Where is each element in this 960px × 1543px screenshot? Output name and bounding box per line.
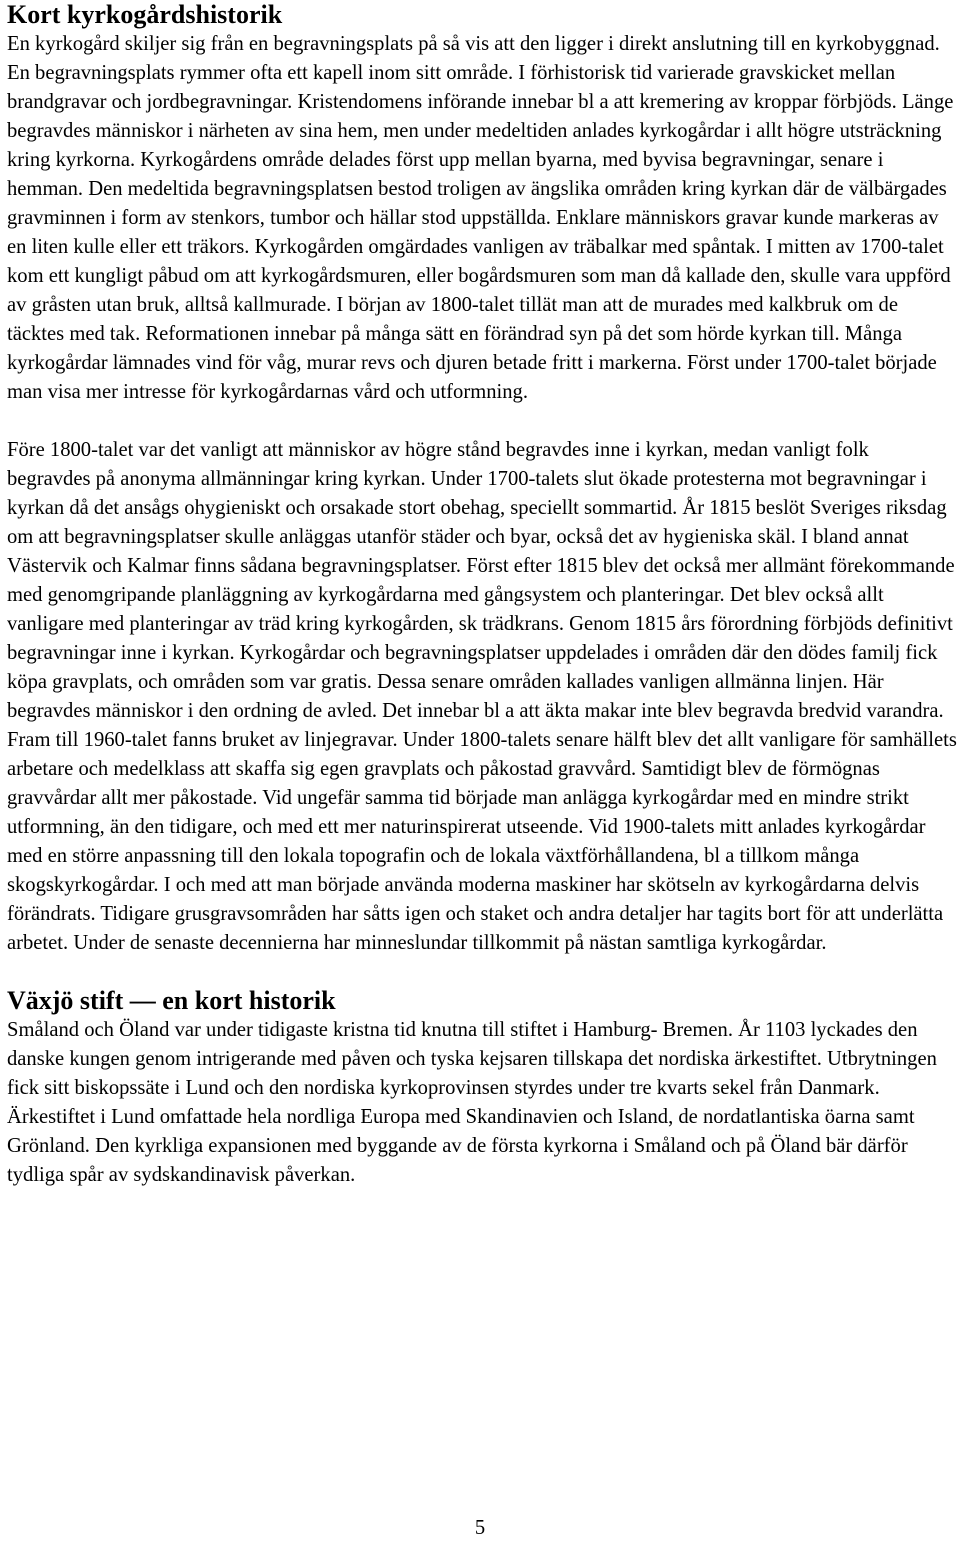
- paragraph-vaxjo-stift-historik: Småland och Öland var under tidigaste kristna tid knutna till stiftet i Hamburg- Bremen. År 1103 lyckades den danske kungen genom intrigerande med påven och tyska kejsaren tillskapa det nordiska ärkestiftet. Utbrytningen fick sitt biskopssäte i Lund och den nordiska kyrkoprovinsen styrdes under tre kvarts sekel från Danmark. Ärkestiftet i Lund omfattade hela nordliga Europa med Skandinavien och Island, de nordatlantiska öarna samt Grönland. Den kyrkliga expansionen med byggande av de första kyrkorna i Småland och på Öland bär därför tydliga spår av sydskandinavisk påverkan.: [7, 1019, 937, 1186]
- document-page: [7, 0, 957, 1190]
- section-heading-kyrkogardshistorik: Kort kyrkogårdshistorik: [7, 0, 283, 29]
- paragraph-kyrkogard-definition: En kyrkogård skiljer sig från en begravningsplats på så vis att den ligger i direkt anslutning till en kyrkobyggnad. En begravningsplats rymmer ofta ett kapell inom sitt område. I förhistorisk tid varierade gravskicket mellan brandgravar och jordbegravningar. Kristendomens införande innebar bl a att kremering av kroppar förbjöds. Länge begravdes människor i närheten av sina hem, men under medeltiden anlades kyrkogårdar i allt högre utsträckning kring kyrkorna. Kyrkogårdens område delades först upp mellan byarna, med byvisa begravningar, senare i hemman. Den medeltida begravningsplatsen bestod troligen av ängslika områden kring kyrkan där de välbärgades gravminnen i form av stenkors, tumbor och hällar stod uppställda. Enklare människors gravar kunde markeras av en liten kulle eller ett träkors. Kyrkogården omgärdades vanligen av träbalkar med spåntak. I mitten av 1700-talet kom ett kungligt påbud om att kyrkogårdsmuren, eller bogårdsmuren som man då kallade den, skulle vara uppförd av gråsten utan bruk, alltså kallmurade. I början av 1800-talet tillät man att de murades med kalkbruk om de täcktes med tak. Reformationen innebar på många sätt en förändrad syn på det som hörde kyrkan till. Många kyrkogårdar lämnades vind för våg, murar revs och djuren betade fritt i markerna. Först under 1700-talet började man visa mer intresse för kyrkogårdarnas vård och utformning.: [7, 33, 954, 403]
- section-heading-vaxjo-stift: Växjö stift — en kort historik: [7, 986, 336, 1015]
- paragraph-begravningar-1800-talet: Före 1800-talet var det vanligt att människor av högre stånd begravdes inne i kyrkan, medan vanligt folk begravdes på anonyma allmänningar kring kyrkan. Under 1700-talets slut ökade protesterna mot begravningar i kyrkan då det ansågs ohygieniskt och orsakade stort obehag, speciellt sommartid. År 1815 beslöt Sveriges riksdag om att begravningsplatser skulle anläggas utanför städer och byar, också det av hygieniska skäl. I bland annat Västervik och Kalmar finns sådana begravningsplatser. Först efter 1815 blev det också mer allmänt förekommande med genomgripande planläggning av kyrkogårdarna med gångsystem och planteringar. Det blev också allt vanligare med planteringar av träd kring kyrkogården, sk trädkrans. Genom 1815 års förordning förbjöds definitivt begravningar inne i kyrkan. Kyrkogårdar och begravningsplatser uppdelades i områden där den dödes familj fick köpa gravplats, och områden som var gratis. Dessa senare områden kallades vanligen allmänna linjen. Här begravdes människor i den ordning de avled. Det innebar bl a att äkta makar inte blev begravda bredvid varandra. Fram till 1960-talet fanns bruket av linjegravar. Under 1800-talets senare hälft blev det allt vanligare för samhällets arbetare och medelklass att skaffa sig egen gravplats och påkostad gravvård. Samtidigt blev de förmögnas gravvårdar allt mer påkostade. Vid ungefär samma tid började man anlägga kyrkogårdar med en mindre strikt utformning, än den tidigare, och med ett mer naturinspirerat utseende. Vid 1900-talets mitt anlades kyrkogårdar med en större anpassning till den lokala topografin och de lokala växtförhållandena, bl a tillkom många skogskyrkogårdar. I och med att man började använda moderna maskiner har skötseln av kyrkogårdarna delvis förändrats. Tidigare grusgravsområden har såtts igen och staket och andra detaljer har tagits bort för att underlätta arbetet. Under de senaste decennierna har minneslundar tillkommit på nästan samtliga kyrkogårdar.: [7, 439, 957, 954]
- page-number: 5: [474, 1517, 486, 1539]
